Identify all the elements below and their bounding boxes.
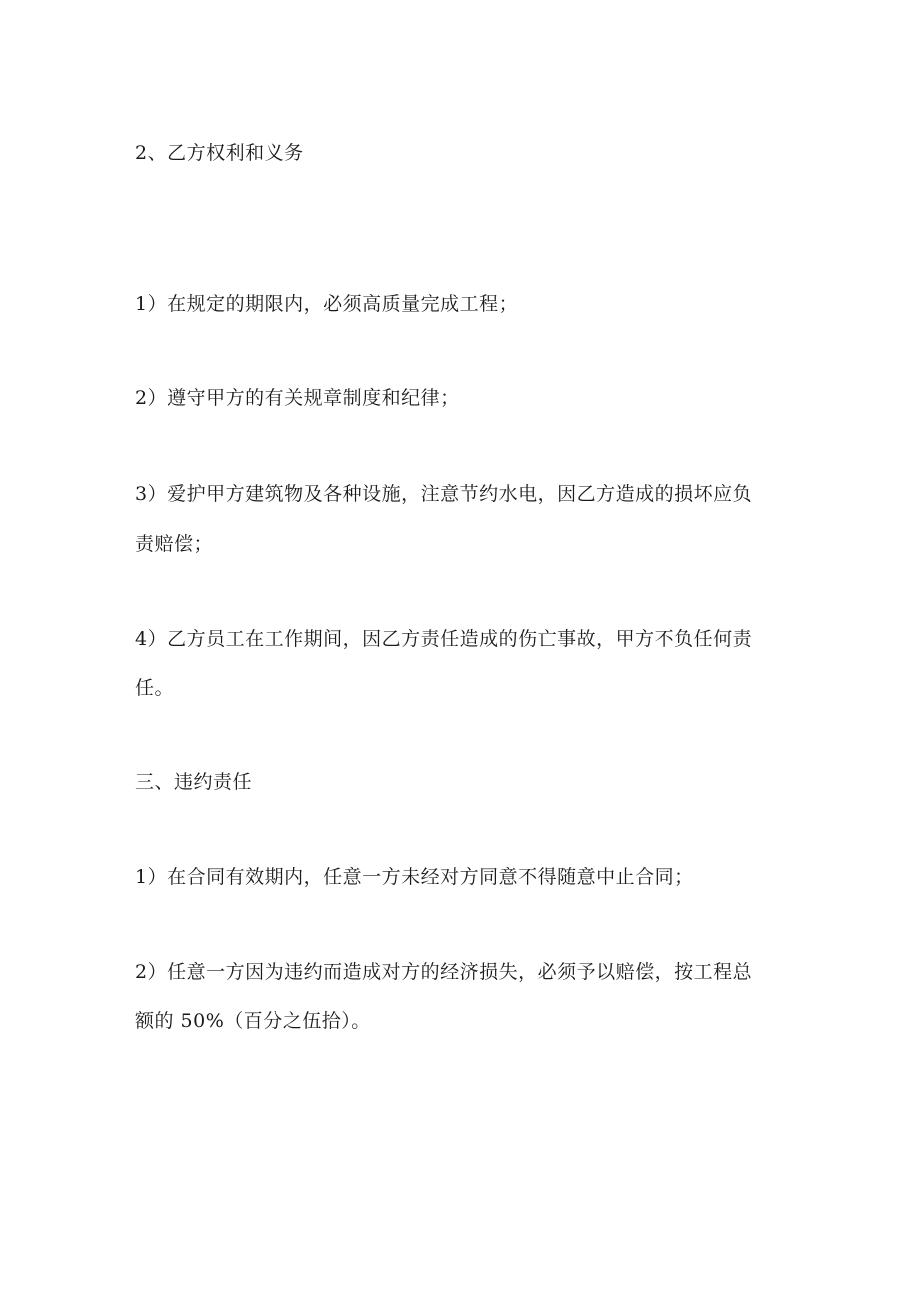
breach-item-2-line-1: 2）任意一方因为违约而造成对方的经济损失，必须予以赔偿，按工程总	[135, 961, 753, 983]
paragraph-item-1: 1）在规定的期限内，必须高质量完成工程；	[135, 293, 519, 315]
section-heading-breach-liability: 三、违约责任	[135, 771, 253, 793]
paragraph-item-4-line-1: 4）乙方员工在工作期间，因乙方责任造成的伤亡事故，甲方不负任何责	[135, 628, 753, 650]
breach-item-1: 1）在合同有效期内，任意一方未经对方同意不得随意中止合同；	[135, 866, 694, 888]
breach-item-2-line-2: 额的 50%（百分之伍拾）。	[135, 1010, 371, 1032]
paragraph-item-4-line-2: 任。	[135, 677, 175, 699]
paragraph-item-3-line-2: 责赔偿；	[135, 533, 214, 555]
paragraph-item-2: 2）遵守甲方的有关规章制度和纪律；	[135, 387, 460, 409]
paragraph-item-3-line-1: 3）爱护甲方建筑物及各种设施，注意节约水电，因乙方造成的损坏应负	[135, 483, 753, 505]
section-heading-rights-obligations: 2、乙方权利和义务	[135, 142, 304, 164]
